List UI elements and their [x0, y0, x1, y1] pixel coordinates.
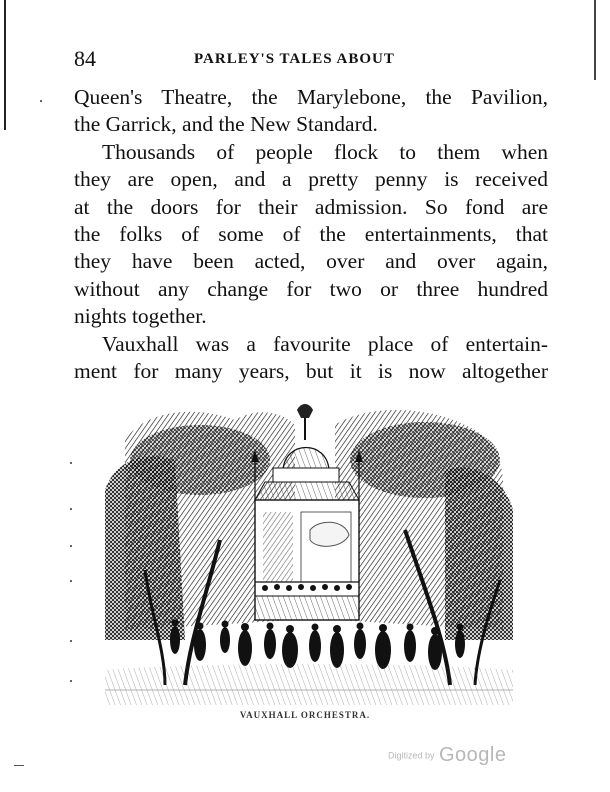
- text-line: nights together.: [74, 304, 207, 329]
- crowd-figures: [170, 620, 465, 671]
- watermark-brand: Google: [438, 744, 507, 766]
- page-edge-mark: [14, 765, 24, 766]
- page-number: 84: [74, 46, 96, 71]
- margin-speck: [70, 640, 72, 642]
- page-edge-left: [4, 0, 6, 130]
- margin-speck: [70, 580, 72, 582]
- text-line: they have been acted, over and over again,: [74, 249, 548, 274]
- text-line: at the doors for their admission. So fond are: [74, 194, 548, 219]
- running-title: PARLEY'S TALES ABOUT: [194, 51, 395, 67]
- margin-speck: [70, 545, 72, 547]
- margin-speck: [40, 100, 42, 102]
- page-edge-right: [594, 0, 596, 80]
- body-text: [74, 84, 548, 385]
- text-line: Vauxhall was a favourite place of entertain-: [102, 331, 548, 356]
- text-line: Queen's Theatre, the Marylebone, the Pavilion,: [74, 85, 548, 109]
- watermark-prefix: Digitized by: [388, 750, 435, 761]
- text-line: Thousands of people flock to them when: [102, 139, 548, 164]
- margin-speck: [70, 680, 72, 682]
- running-head: [74, 46, 544, 74]
- illustration-caption: VAUXHALL ORCHESTRA.: [239, 710, 371, 720]
- vauxhall-orchestra-engraving: [105, 400, 513, 705]
- ground: [105, 664, 513, 705]
- text-line: the folks of some of the entertainments, that: [74, 221, 548, 246]
- text-line: the Garrick, and the New Standard.: [74, 112, 378, 137]
- margin-speck: [70, 462, 72, 464]
- text-line: they are open, and a pretty penny is received: [74, 167, 548, 192]
- margin-speck: [70, 508, 72, 510]
- text-line: without any change for two or three hundred: [74, 276, 548, 301]
- text-line: ment for many years, but it is now altogether: [74, 358, 548, 383]
- digitized-watermark: [388, 744, 506, 767]
